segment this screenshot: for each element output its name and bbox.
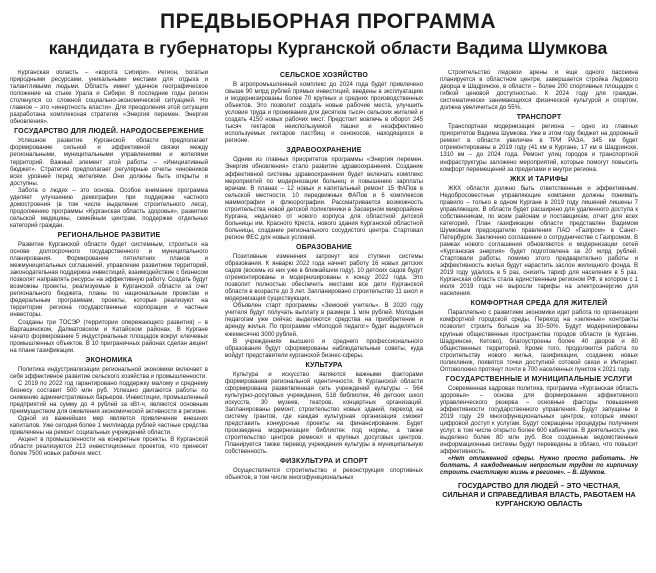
section-heading: ГОСУДАРСТВЕННЫЕ И МУНИЦИПАЛЬНЫЕ УСЛУГИ [445, 375, 633, 383]
section-heading: ТРАНСПОРТ [516, 114, 562, 122]
body-paragraph: Забота о людях – это основа. Особое внимание программа уделяет улучшению демографии при поддержке частного домостроения (в том числе выделение строительного леса), продолжению программы «Курганская область здоровья», развитию сельской медицины, семейным центрам, поддержке отдельных категорий граждан. [10, 187, 208, 229]
section-heading: РЕГИОНАЛЬНОЕ РАЗВИТИЕ [57, 231, 161, 239]
body-paragraph: Культура и искусство являются важными факторами формирования региональной идентичности. В Курганской области сформирована разветвленная сеть учреждений культуры – 564 культурно-досуговых учреждения, 518 библиотек, 46 детских школ искусств, 30 музеев, театров, концертных организаций. Запланированы ремонт, строительство новых зданий, переход на систему грантов, где каждая культурная организация сможет представить конкурсные проекты на финансирование. Будет произведена модернизация библиотек под нормы, а также строительство центров ремесел и крупных досуговых центров. Планируется также перевод учреждения культуры в муниципальную собственность. [225, 371, 423, 456]
body-paragraph: Политика индустриализации региональной экономики включает в себя эффективное развитие сельского хозяйства и промышленности. [10, 366, 208, 380]
body-paragraph: Акцент в промышленности на конкретные проекты. В Курганской области реализуются 213 инвестиционных проектов, что принесет более 7500 новых рабочих мест. [10, 437, 208, 458]
body-paragraph: Курганская область – «ворота Сибири». Регион, богатый природными ресурсами, уникальными местами для отдыха и талантливыми людьми. Область имеет удачное географическое положение на стыке Урала и Сибири. В последние годы регион столкнулся со сложной социально-экономической ситуацией. Но главное – это «инертность власти». Для преодоления этой ситуации разработана комплексная стратегия «Энергия перемен. Энергия обновления». [10, 70, 208, 126]
body-paragraph: Позитивные изменения затронут все ступени системы образования. К январю 2022 года начнет работу 16 новых детских садов (восемь из них уже в ближайшем году). 10 детских садов будут отремонтированы и модернизированы к концу 2022 года. Это позволит полностью обеспечить местами все дети Курганской области в возрасте до 3 лет. Запланировано строительство 11 школ и модернизация существующих. [225, 253, 423, 303]
closing-slogan: ГОСУДАРСТВО ДЛЯ ЛЮДЕЙ – ЭТО ЧЕСТНАЯ, СИЛЬНАЯ И СПРАВЕДЛИВАЯ ВЛАСТЬ, РАБОТАЕМ НА КУРГАНСКУЮ ОБЛАСТЬ [442, 481, 636, 509]
body-paragraph: Одним из главных приоритетов программы «Энергия перемен. Энергия обновления» стало развитие здравоохранения. Создание эффективной системы здравоохранения будет включать комплекс мероприятий по модернизации больниц и повышению зарплаты врачам. В планах – 12 новых и капитальный ремонт 15 ФАПов в сельской местности, 10 передвижных ФАПов и 6 комплексов маммографии и флюорографии. Рассматривается возможность строительства новой детской поликлиники в Заозерном микрорайоне Кургана, недалеко от нового корпуса для областной детской больницы им. Красного Креста, нового здания Курганской областной больницы, создание регионального сосудистого центра. Стартовал регион ФЕС для новых условий. [225, 157, 423, 241]
body-paragraph: Объявлен старт программы «Земский учитель». В 2020 году учителя будут получать выплату в размере 1 млн рублей. Молодым педагогам уже сейчас выделяются средства на приобретение и аренду жилья. По программе «Молодой педагог» будет выделяться ежемесячно 3000 рублей. [225, 303, 423, 338]
section-heading: ФИЗКУЛЬТУРА И СПОРТ [279, 458, 368, 466]
body-paragraph: В учреждениях высшего и среднего профессионального образования будут сформированы наблюдательные советы, куда войдут представители курганской бизнес-сферы. [225, 338, 423, 359]
body-paragraph: Развитие Курганской области будет системным, строиться на основе долгосрочного государственного и муниципального планирования. Формирование пятилетних планов и межмуниципальных соглашений, управление развитием территорий, законодательная поддержка инвестиций, взаимодействие с бизнесом позволят направлять ресурсы на эффективную работу. Создать будут возможны проекты, реализуемые в Курганской области за счет регионального бюджета, планы по национальным проектам и федеральным программам, проекты, которые реализуют на территории региона государственные корпорации и частные инвесторы. [10, 241, 208, 319]
body-paragraph: Осуществляется строительство и реконструкция спортивных объектов, в том числе многофункциональных [225, 468, 423, 482]
section-heading: КУЛЬТУРА [305, 361, 343, 369]
page-subtitle: кандидата в губернаторы Курганской области Вадима Шумкова [48, 38, 608, 58]
section-heading: ГОСУДАРСТВО ДЛЯ ЛЮДЕЙ. НАРОДОСБЕРЕЖЕНИЕ [14, 128, 204, 136]
candidate-quote: «Нет отлаженной сферы. Нужно просто работать. Не болтать. А каждодневным непростым трудом по кирпичику строить счастливую жизнь в регионе». – В. Шумков. [440, 456, 638, 477]
body-paragraph: Строительство Ледовой арены и еще одного бассейна планируется в областном центре, завершается стройка Ледового дворца в Шадринске, в области – более 200 спортивных площадок с гибкой ценовой доступностью. К 2024 году для граждан, систематически занимающихся физической культурой и спортом, должна увеличиться до 55%. [440, 70, 638, 112]
section-heading: ОБРАЗОВАНИЕ [295, 243, 353, 251]
body-paragraph: Транспортная модернизация региона – одно из главных приоритетов Вадима Шумкова. Уже в этом году бюджет на дорожный ремонт в области увеличен в ТРИ РАЗА. 345 км будет отремонтированы в 2019 году (41 км в Кургане, 17 км в Шадринске, 1310 км – до 2024 года. Ремонт улиц городов и транспортной инфраструктуры заложено мероприятий, которые помогут повысить комфорт перемещений за пределами и внутри региона. [440, 124, 638, 173]
page-title: ПРЕДВЫБОРНАЯ ПРОГРАММА [159, 10, 497, 33]
body-paragraph: Созданы три ТОСЭР (территории опережающего развития) – в Варгашинском, Далматовском и Катайском районах. В Кургане начато формирование 5 индустриальных площадок вокруг ключевых промышленных объектов. В 10 приграничных районах сделан акцент на плане газификации. [10, 319, 208, 354]
column-3 [440, 70, 638, 573]
section-heading: КОМФОРТНАЯ СРЕДА ДЛЯ ЖИТЕЛЕЙ [470, 300, 608, 308]
section-heading: ЖКХ И ТАРИФЫ [509, 175, 568, 183]
body-paragraph: Современная кадровая политика, программа «Курганская область здоровья» – основа для формирования эффективного управленческого резерва – основные факторы повышения эффективности государственного управления. Будут запущены в 2019 году 29 многофункциональных центров, которые имеют цифровой доступ к услугам. Будут сокращены процедуры получения услуг, в том числе открыто более 600 кабинетов. В деятельность уже выделено более 80 млн руб. Все созданные ведомственные информационные системы будут переведены в облако, что повысит эффективность. [440, 385, 638, 456]
section-heading: ЭКОНОМИКА [85, 356, 133, 364]
body-paragraph: Успешное развитие Курганской области предполагает формирование сильной и эффективной связки между региональными, муниципальными управлениями и жителями территорий. Важный элемент этой работы – «Инициативный бюджет». Стратегия предполагает регулярные отчеты чиновников всех уровней перед жителями. Они должны быть открыты и доступны. [10, 138, 208, 187]
column-2 [225, 70, 423, 573]
body-paragraph: ЖКХ области должно быть ответственным и эффективным. Недобросовестные управляющие компании должны понимать правило – только в одном Кургане в 2019 году лишений лишены 7 управляющих. В области будет расширено для удаленного доступа к собственникам, по всем районам и поставщикам, отчет для всех категорий. План газификации области представлен Вадимом Шумковым председателю правления ПАО «Газпром» в Санкт-Петербурге. Заключено соглашение о сотрудничестве с Газпромом. В рамках нового соглашения обновляются и модернизации сетей «Курганская энергия» будет подготовлена за 20 млрд рублей. Стартовали работы, помимо этого предварительно работы и эффективность жилья будут нарастить заслон жилищного фонда. В 2019 году удалось в 5 раз, снизить тариф для населения в 5 раз. Курганская область стала единственным регионом РФ, в котором с 1 июля 2019 года не выросли тарифы на электроэнергию для населения. [440, 185, 638, 298]
body-paragraph: С 2019 по 2022 год гарантировано поддержку малому и среднему бизнесу составит 500 млн руб. Успешно двигаются работы по снижению административных барьеров. Инвестиции, промышленный предприятий на сумму до 4 рублей за кВт-ч, являются основным преимуществом для оживления экономической активности в регионе. [10, 380, 208, 416]
section-heading: ЗДРАВООХРАНЕНИЕ [286, 147, 362, 155]
column-1 [10, 70, 208, 573]
body-paragraph: Одной из важнейших мер является привлечение внешних капиталов. Уже сегодня более 1 миллиарда рублей частные средства привлечены на ремонт социальных учреждений области. [10, 416, 208, 437]
body-paragraph: В агропромышленный комплекс до 2024 года будет привлечено свыше 90 млрд рублей прямых инвестиций, введены в эксплуатацию и модернизированы более 70 крупных и средних производственных объектов. Это позволит создать новые рабочие места, улучшить условия труда и проживания для десятков тысяч сельских жителей и создать 4150 новых рабочих мест. Предстоит вовлечь в оборот 245 тысяч гектаров неиспользуемой пашни и неэффективно используемых гектаров пастбищ и сенокосов, находящихся в регионе. [225, 82, 423, 145]
body-paragraph: Параллельно с развитием экономики идет работа по организации комфортной городской среды. Переход на «зеленые» контракты позволит строить больше на 30–50%. Будут модернизированы крупные общественные пространства городов области (в Кургане, Шадринске, Кетово), благоустроены более 40 дворов и 80 общественных территорий. Кроме того, продолжится работа по строительству нового жилья, газификации, созданию новых поликлиник, появятся точки доступной сотовой связи и Интернет. Оптоволокно протянут почти в 700 населенных пунктов к 2021 году. [440, 310, 638, 373]
section-heading: СЕЛЬСКОЕ ХОЗЯЙСТВО [279, 72, 369, 79]
